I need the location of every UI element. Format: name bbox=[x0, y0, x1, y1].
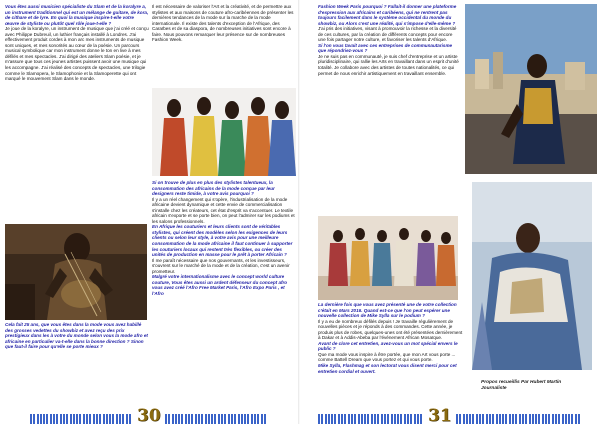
interview-question: Fashion Week Paris pourquoi ? Fallait-il donner une plateforme d'expression aux africains et caribéens, qui ne rentrent pas toujours facilement dans le système occidental du monde du showbiz, ou Alors c'est une réalité, qui s'impose d'elle-même ? bbox=[318, 4, 457, 26]
interview-question: Si l'on vous tavait avec ces entreprises de communautarisme que répondriez-vous ? bbox=[318, 42, 453, 54]
left-page-column-1 bbox=[5, 4, 149, 224]
decorative-bars-right bbox=[165, 411, 267, 421]
fashion-models-photo bbox=[152, 88, 296, 176]
interview-question: Malgré votre internationalisme avec le concept world culture couture, Vous êtes aussi un ardent défenseur du concept afro vous avez créé l'Afro Free Market Paris, l'Afro Expo Paris , et l'Afro bbox=[152, 274, 288, 296]
musician-photo bbox=[5, 224, 147, 320]
left-page-footer bbox=[0, 406, 300, 426]
interview-question: Si on trouve de plus en plus des stylistes talentueux, la consommation des africains de la mode conçue par leur designers reste timide, à votre avis pourquoi ? bbox=[152, 180, 275, 197]
interview-answer: Que ma mode vous inspire à être portée, que mon Art vous porte ... comme Battell Dream que vous portez et qui vous porte. bbox=[318, 351, 456, 363]
right-page bbox=[300, 0, 600, 424]
decorative-bars-left-2 bbox=[318, 411, 424, 421]
interview-answer: Il est nécessaire de valoriser l'Art et la créativité, et de permettre aux stylistes et aux maisons de couture afro-caribéennes de présenter les dernières tendances de la mode sur la marche de la mode internationale. Il existe des talents d'exception de l'Afrique, des Caraïbes et de sa diaspora, de nombreuses initiatives sont encore à faire. Nous pouvons remarquer leur présence sur de nombreuses Fashion Week. bbox=[152, 4, 294, 43]
decorative-bars-right-2 bbox=[456, 411, 581, 421]
page-number-31: 31 bbox=[428, 406, 452, 426]
interview-answer: Je joue de la koralyre, un instrument de musique que j'ai créé et conçu avec Philippe Dubreuil, un luthier français installé à Londres. J'ai effectivement produit cordes à mon arc mes instruments de musique sont uniques, et mes sonorités au cœur de la poésie. Un parcours musical symbolique car mon instrument donne le ton en live à mes défilés et mes spectacles. J'ai dirigé des ateliers Slam poésie, et je m'assure que tous ces jeunes artistes puissent avoir une musique qui les accompagne. J'ai réalisé des concepts de spectacles, une trilogie comme le Slamopera, le Slamophonie et la Slamoperette qui ont marqué le mouvement Slam dans le monde. bbox=[5, 26, 149, 82]
group-models-photo bbox=[318, 216, 458, 300]
left-page-column-2-bottom bbox=[152, 180, 296, 408]
interview-question: En Afrique les couturiers et leurs clients sont de véritables stylistes, qui créent des modèles selon les exigences de leurs clients ou selon leur style, à votre avis pour une meilleure consommation de la mode africaine il faut continuer à supporter les couturiers locaux qui restent très flexibles, ou créer des unités de production en masse pour le prêt à porter Africain ? bbox=[152, 224, 293, 258]
portrait-photo-fabric bbox=[472, 182, 592, 370]
portrait-photo-city bbox=[465, 4, 597, 174]
right-page-footer bbox=[300, 406, 600, 426]
caption-question: Cela fait 25 ans, que vous êtes dans la mode vous avez habillé des grosses vedettes du showbiz et avez reçu des prix prestigieux dans les à votre du monde selon vous la mode afro et africaine en particulier va-t-elle dans la bonne direction ? Sinon que faut-il faire pour qu'elle se porte mieux ? bbox=[5, 322, 148, 350]
author-byline: Propos recueillis Par Hubert Martin Journaliste bbox=[481, 380, 562, 391]
interview-answer: Il y a un réel changement qui s'opère, l'industrialisation de la mode africaine devient dynamique et cette envie de commercialisation s'installe chez les créateurs, cet état d'esprit va s'accentuer. Le textile africain s'exporte et se porte bien, on peut l'admirer sur les podiums et les salons professionnels. bbox=[152, 196, 295, 224]
page-number-30: 30 bbox=[137, 406, 161, 426]
left-page-column-2-top bbox=[152, 4, 296, 84]
right-page-column-1 bbox=[318, 4, 460, 214]
interview-answer: Il me paraît nécessaire que nos gouvernants, et les investisseurs, s'ouvrent sur le marché de la mode et de la création, c'est un avenir prometteur. bbox=[152, 257, 290, 274]
decorative-bars-left bbox=[30, 411, 132, 421]
interview-question: Mike Sylla, Flashmag et son lectorat vous disent merci pour cet entretien cordial et ouvert. bbox=[318, 363, 457, 374]
right-page-column-1-bottom bbox=[318, 302, 464, 408]
interview-answer: Je ne suis pas en communauté, je suis chef d'entreprise et un artiste pluridisciplinaire, qui rallie les Arts en travaillant dans un esprit d'unité totalité. Je collabore avec des artistes de toutes nationalités, ce qui permet de nous enrichir artistiquement en travaillant ensemble. bbox=[318, 53, 459, 76]
interview-answer: J'ai pris des initiatives, visant à promouvoir la richesse et la diversité de ces cultures, par la création de différents concepts pour encore une fois partager notre culture, et favoriser les talents d'Afrique. bbox=[318, 26, 457, 43]
left-page bbox=[0, 0, 300, 424]
interview-question: Avant de clore cet entretien, avez-vous un mot spécial envers le public ? bbox=[318, 340, 458, 352]
interview-question: Vous êtes aussi musicien spécialiste du Slam et de la koralyre a, un instrument traditionnel qui est un mélange de guitare, de kora, de cithare et de lyre. En quoi la musique inspire-t-elle votre œuvre de styliste ou plutôt quel rôle joue-t-elle ? bbox=[5, 4, 149, 26]
interview-answer: Il y a eu de nombreux défilés depuis ! Je travaille régulièrement de nouvelles pièces et je réponds à des commandes. Cette année, je produis plus de robes, quelques-unes ont été présentées dernièrement à Dakar et à Addis-Abeba par l'événement African Mosaïque. bbox=[318, 318, 463, 341]
left-page-caption bbox=[5, 322, 149, 372]
interview-question: La dernière fois que vous avez présenté une de votre collection c'était en Mars 2016. Quand est-ce que l'on peut espérer une nouvelle collection de Mike Sylla sur le podium ? bbox=[318, 302, 457, 319]
